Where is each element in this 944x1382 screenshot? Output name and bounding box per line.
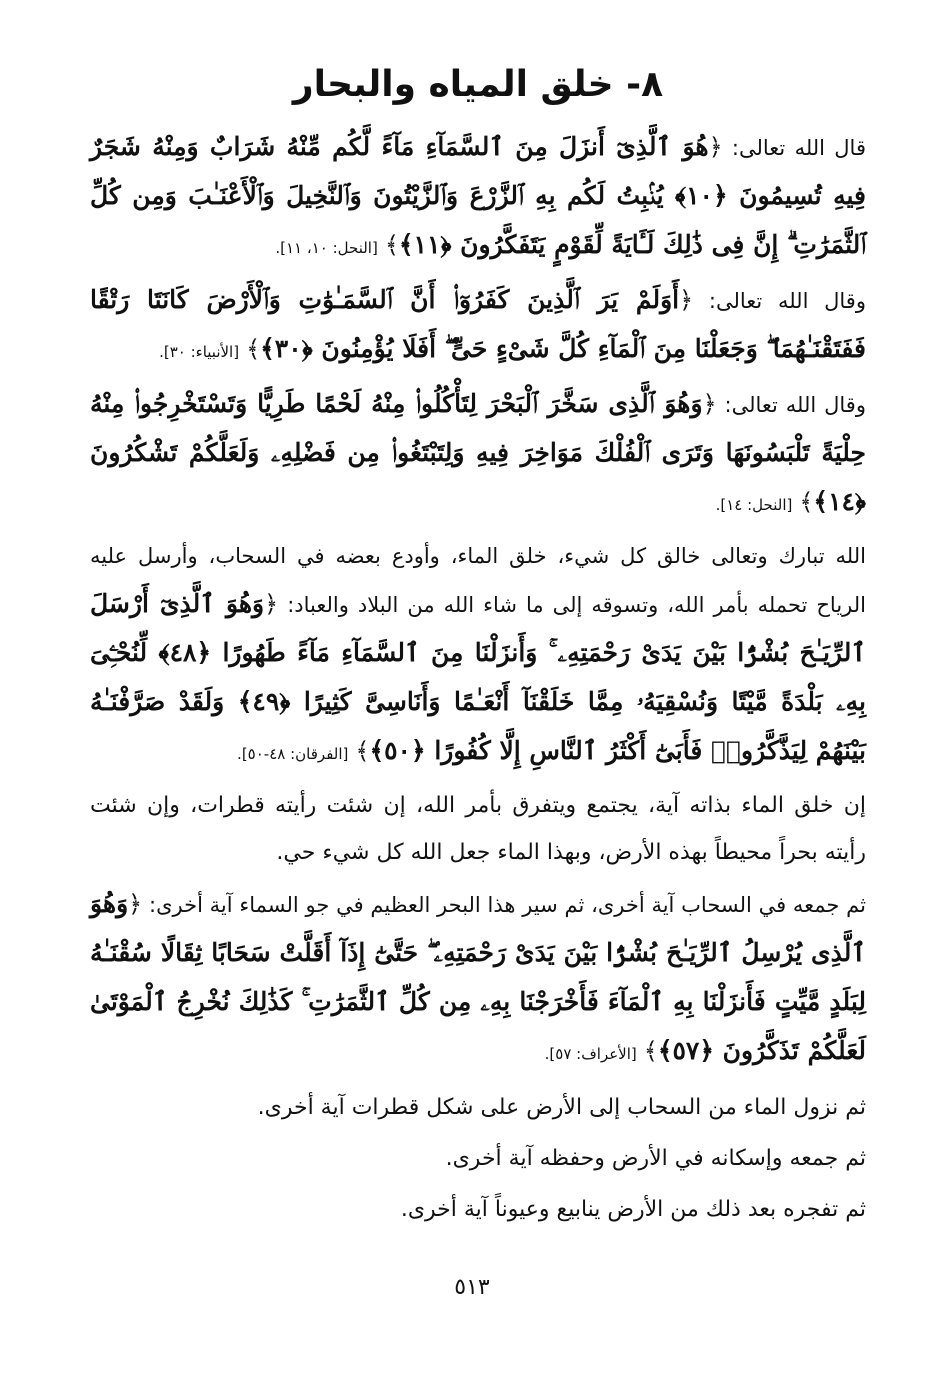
quran-verse: هُوَ ٱلَّذِىٓ أَنزَلَ مِنَ ٱلسَّمَآءِ مَآءً لَّكُم مِّنْهُ شَرَابٌ وَمِنْهُ شَجَرٌ فِيهِ تُسِيمُونَ ﴿١٠﴾ يُنۢبِتُ لَكُم بِهِ ٱلزَّرْعَ وَٱلزَّيْتُونَ وَٱلنَّخِيلَ وَٱلْأَعْنَـٰبَ وَمِن كُلِّ ٱلثَّمَرَٰتِ ۗ إِنَّ فِى ذَٰلِكَ لَـَٔايَةً لِّقَوْمٍ يَتَفَكَّرُونَ ﴿١١﴾ (90, 131, 866, 259)
paragraph-lead: ثم جمعه في السحاب آية أخرى، ثم سير هذا البحر العظيم في جو السماء آية أخرى: (142, 892, 866, 917)
verse-open-bracket: ﴿ (708, 132, 723, 161)
verse-reference: [الأنبياء: ٣٠]. (159, 342, 240, 361)
verse-open-bracket: ﴿ (264, 589, 279, 618)
verse-reference: [الفرقان: ٤٨-٥٠]. (237, 744, 349, 763)
verse-close-bracket: ﴾ (799, 487, 814, 516)
verse-close-bracket: ﴾ (246, 334, 261, 363)
chapter-title: ٨- خلق المياه والبحار (292, 64, 664, 105)
closing-line-3: ثم تفجره بعد ذلك من الأرض ينابيع وعيوناً آية أخرى. (400, 1196, 866, 1222)
verse-close-bracket: ﴾ (355, 736, 370, 765)
page-number: ٥١٣ (454, 1275, 490, 1300)
quran-verse: وَهُوَ ٱلَّذِى يُرْسِلُ ٱلرِّيَـٰحَ بُشْرًۢا بَيْنَ يَدَىْ رَحْمَتِهِۦ ۖ حَتَّىٰٓ إِذَآ أَقَلَّتْ سَحَابًا ثِقَالًا سُقْنَـٰهُ لِبَلَدٍ مَّيِّتٍ فَأَنزَلْنَا بِهِ ٱلْمَآءَ فَأَخْرَجْنَا بِهِۦ مِن كُلِّ ٱلثَّمَرَٰتِ ۚ كَذَٰلِكَ نُخْرِجُ ٱلْمَوْتَىٰ لَعَلَّكُمْ تَذَكَّرُونَ ﴿٥٧﴾ (90, 888, 866, 1065)
quran-verse: أَوَلَمْ يَرَ ٱلَّذِينَ كَفَرُوٓا۟ أَنَّ ٱلسَّمَـٰوَٰتِ وَٱلْأَرْضَ كَانَتَا رَتْقًا فَفَتَقْنَـٰهُمَا ۖ وَجَعَلْنَا مِنَ ٱلْمَآءِ كُلَّ شَىْءٍ حَىٍّ ۖ أَفَلَا يُؤْمِنُونَ ﴿٣٠﴾ (90, 284, 866, 363)
verse-reference: [النحل: ١٠، ١١]. (275, 238, 378, 257)
closing-line-2: ثم جمعه وإسكانه في الأرض وحفظه آية أخرى. (445, 1145, 866, 1171)
paragraph-lead: وقال الله تعالى: (693, 288, 866, 313)
paragraph-lead: الله تبارك وتعالى خالق كل شيء، خلق الماء، وأودع بعضه في السحاب، وأرسل عليه الرياح تحمله بأمر الله، وتسوقه إلى ما شاء الله من البلاد والعباد: (90, 543, 866, 617)
paragraph-5 (90, 782, 866, 876)
verse-reference: [الأعراف: ٥٧]. (544, 1044, 637, 1063)
quran-verse: وَهُوَ ٱلَّذِىٓ أَرْسَلَ ٱلرِّيَـٰحَ بُشْرًۢا بَيْنَ يَدَىْ رَحْمَتِهِۦ ۚ وَأَنزَلْنَا مِنَ ٱلسَّمَآءِ مَآءً طَهُورًا ﴿٤٨﴾ لِّنُحْـِۧىَ بِهِۦ بَلْدَةً مَّيْتًا وَنُسْقِيَهُۥ مِمَّا خَلَقْنَآ أَنْعَـٰمًا وَأَنَاسِىَّ كَثِيرًا ﴿٤٩﴾ وَلَقَدْ صَرَّفْنَـٰهُ بَيْنَهُمْ لِيَذَّكَّرُوا۟ فَأَبَىٰٓ أَكْثَرُ ٱلنَّاسِ إِلَّا كُفُورًا ﴿٥٠﴾ (90, 588, 867, 765)
verse-open-bracket: ﴿ (679, 285, 694, 314)
verse-close-bracket: ﴾ (384, 230, 399, 259)
verse-reference: [النحل: ١٤]. (715, 495, 793, 514)
verse-open-bracket: ﴿ (128, 889, 143, 918)
paragraph-1 (90, 123, 866, 272)
paragraph-4 (90, 533, 866, 778)
paragraph-lead: وقال الله تعالى: (716, 392, 866, 417)
paragraph-6 (90, 880, 866, 1078)
verse-close-bracket: ﴾ (643, 1036, 658, 1065)
paragraph-2 (90, 276, 866, 376)
quran-verse: وَهُوَ ٱلَّذِى سَخَّرَ ٱلْبَحْرَ لِتَأْكُلُوا۟ مِنْهُ لَحْمًا طَرِيًّا وَتَسْتَخْرِجُوا۟ مِنْهُ حِلْيَةً تَلْبَسُونَهَا وَتَرَى ٱلْفُلْكَ مَوَاخِرَ فِيهِ وَلِتَبْتَغُوا۟ مِن فَضْلِهِۦ وَلَعَلَّكُمْ تَشْكُرُونَ ﴿١٤﴾ (90, 388, 866, 516)
verse-open-bracket: ﴿ (702, 389, 717, 418)
paragraph-3 (90, 380, 866, 529)
paragraph-lead: قال الله تعالى: (722, 135, 866, 160)
paragraph-text: إن خلق الماء بذاته آية، يجتمع ويتفرق بأمر الله، إن شئت رأيته قطرات، وإن شئت رأيته بحراً محيطاً بهذه الأرض، وبهذا الماء جعل الله كل شيء حي. (90, 792, 866, 865)
closing-line-1: ثم نزول الماء من السحاب إلى الأرض على شكل قطرات آية أخرى. (257, 1094, 866, 1120)
